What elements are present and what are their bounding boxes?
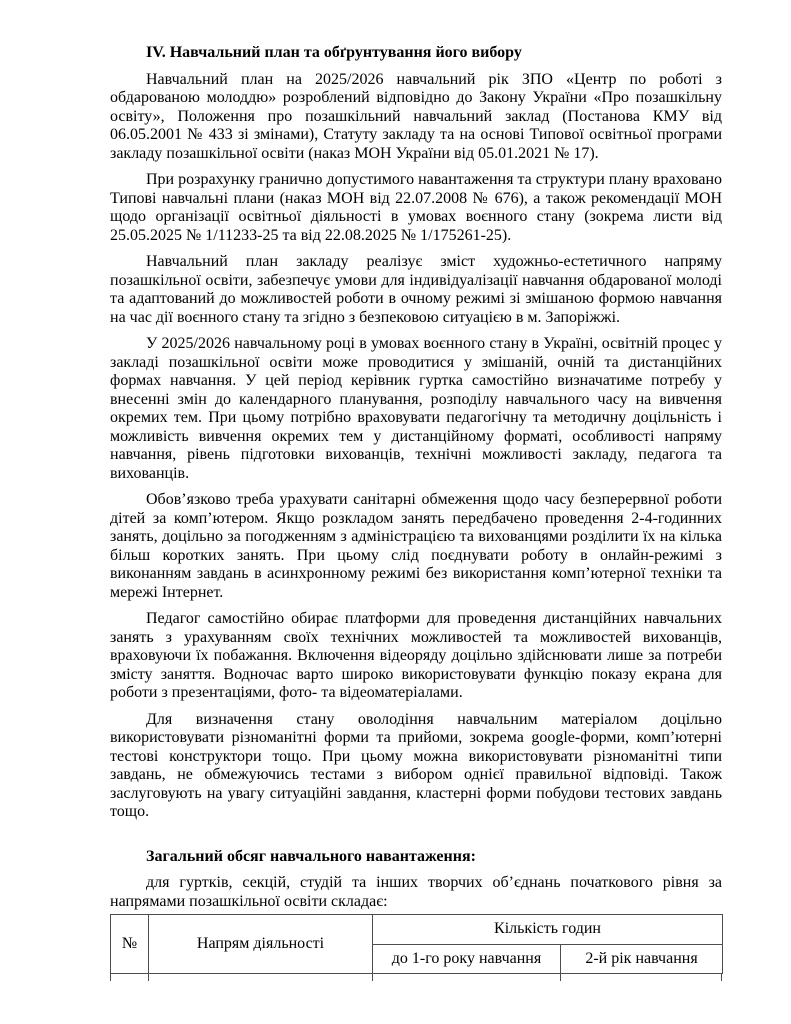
section-intro-text: для гуртків, секцій, студій та інших творчих об’єднань початкового рівня за напрямами позашкільної освіти складає: xyxy=(110,874,722,910)
table-header-second-year: 2-й рік навчання xyxy=(561,945,723,974)
body-paragraph-5: Обов’язково треба урахувати санітарні обмеження щодо часу безперервної роботи дітей за комп’ютером. Якщо розкладом занять передбачено проведення 2-4-годинних занять, доцільно за погодженням з адміністрацією та вихованцями розділити їх на кілька більш коротких занять. При цьому слід поєднувати роботу в онлайн-режимі з виконанням завдань в асинхронному режимі без використання комп’ютерної техніки та мережі Інтернет. xyxy=(110,491,722,601)
gridline-stub xyxy=(560,974,561,981)
table-header-first-year: до 1-го року навчання xyxy=(373,945,561,974)
gridline-stub xyxy=(372,974,373,981)
gridline-stub xyxy=(148,974,149,981)
body-paragraph-4: У 2025/2026 навчальному році в умовах воєнного стану в Україні, освітній процес у закладі позашкільної освіти може проводитися у змішаній, очній та дистанційних формах навчання. У цей період керівник гуртка самостійно визначатиме потребу у внесенні змін до календарного планування, розподілу навчального часу на вивчення окремих тем. При цьому потрібно враховувати педагогічну та методичну доцільність і можливість вивчення окремих тем у дистанційному форматі, особливості напряму навчання, рівень підготовки вихованців, технічні можливості закладу, педагога та вихованців. xyxy=(110,335,722,482)
body-paragraph-6: Педагог самостійно обирає платформи для проведення дистанційних навчальних занять з урахуванням своїх технічних можливостей та можливостей вихованців, враховуючи їх побажання. Включення відеоряду доцільно здійснювати лише за потреби змісту заняття. Водночас варто широко використовувати функцію показу екрана для роботи з презентаціями, фото- та відеоматеріалами. xyxy=(110,610,722,701)
table-header-hours-group: Кількість годин xyxy=(373,915,723,945)
gridline-stub xyxy=(721,974,722,981)
document-page xyxy=(110,44,722,981)
gridline-stub xyxy=(110,974,111,981)
body-paragraph-7: Для визначення стану оволодіння навчальним матеріалом доцільно використовувати різноманітні форми та прийоми, зокрема google-форми, комп’ютерні тестові конструктори тощо. При цьому можна використовувати різноманітні типи завдань, не обмежуючись тестами з вибором однієї правильної відповіді. Також заслуговують на увагу ситуаційні завдання, кластерні форми побудови тестових завдань тощо. xyxy=(110,710,722,820)
table-header-activity: Напрям діяльності xyxy=(149,915,373,974)
table-header-number: № xyxy=(111,915,149,974)
body-paragraph-2: При розрахунку гранично допустимого навантаження та структури плану враховано Типові навчальні плани (наказ МОН від 22.07.2008 № 676), а також рекомендації МОН щодо організації освітньої діяльності в умовах воєнного стану (зокрема листи від 25.05.2025 № 1/11233-25 та від 22.08.2025 № 1/175261-25). xyxy=(110,171,723,244)
document-title: IV. Навчальний план та обґрунтування його вибору xyxy=(146,44,522,61)
table-header-row-1 xyxy=(111,915,723,945)
table-cut-off-gridlines xyxy=(110,974,722,981)
section-heading-total-load: Загальний обсяг навчального навантаження: xyxy=(146,847,476,865)
load-table xyxy=(110,914,723,974)
body-paragraph-3: Навчальний план закладу реалізує зміст художньо-естетичного напряму позашкільної освіти, забезпечує умови для індивідуалізації навчання обдарованої молоді та адаптований до можливостей роботи в очному режимі зі змішаною формою навчання на час дії воєнного стану та згідно з безпековою ситуацією в м. Запоріжжі. xyxy=(110,253,722,326)
body-paragraph-1: Навчальний план на 2025/2026 навчальний рік ЗПО «Центр по роботі з обдарованою молоддю» розроблений відповідно до Закону України «Про позашкільну освіту», Положення про позашкільний навчальний заклад (Постанова КМУ від 06.05.2001 № 433 зі змінами), Статуту закладу та на основі Типової освітньої програми закладу позашкільної освіти (наказ МОН України від 05.01.2021 № 17). xyxy=(110,70,722,162)
